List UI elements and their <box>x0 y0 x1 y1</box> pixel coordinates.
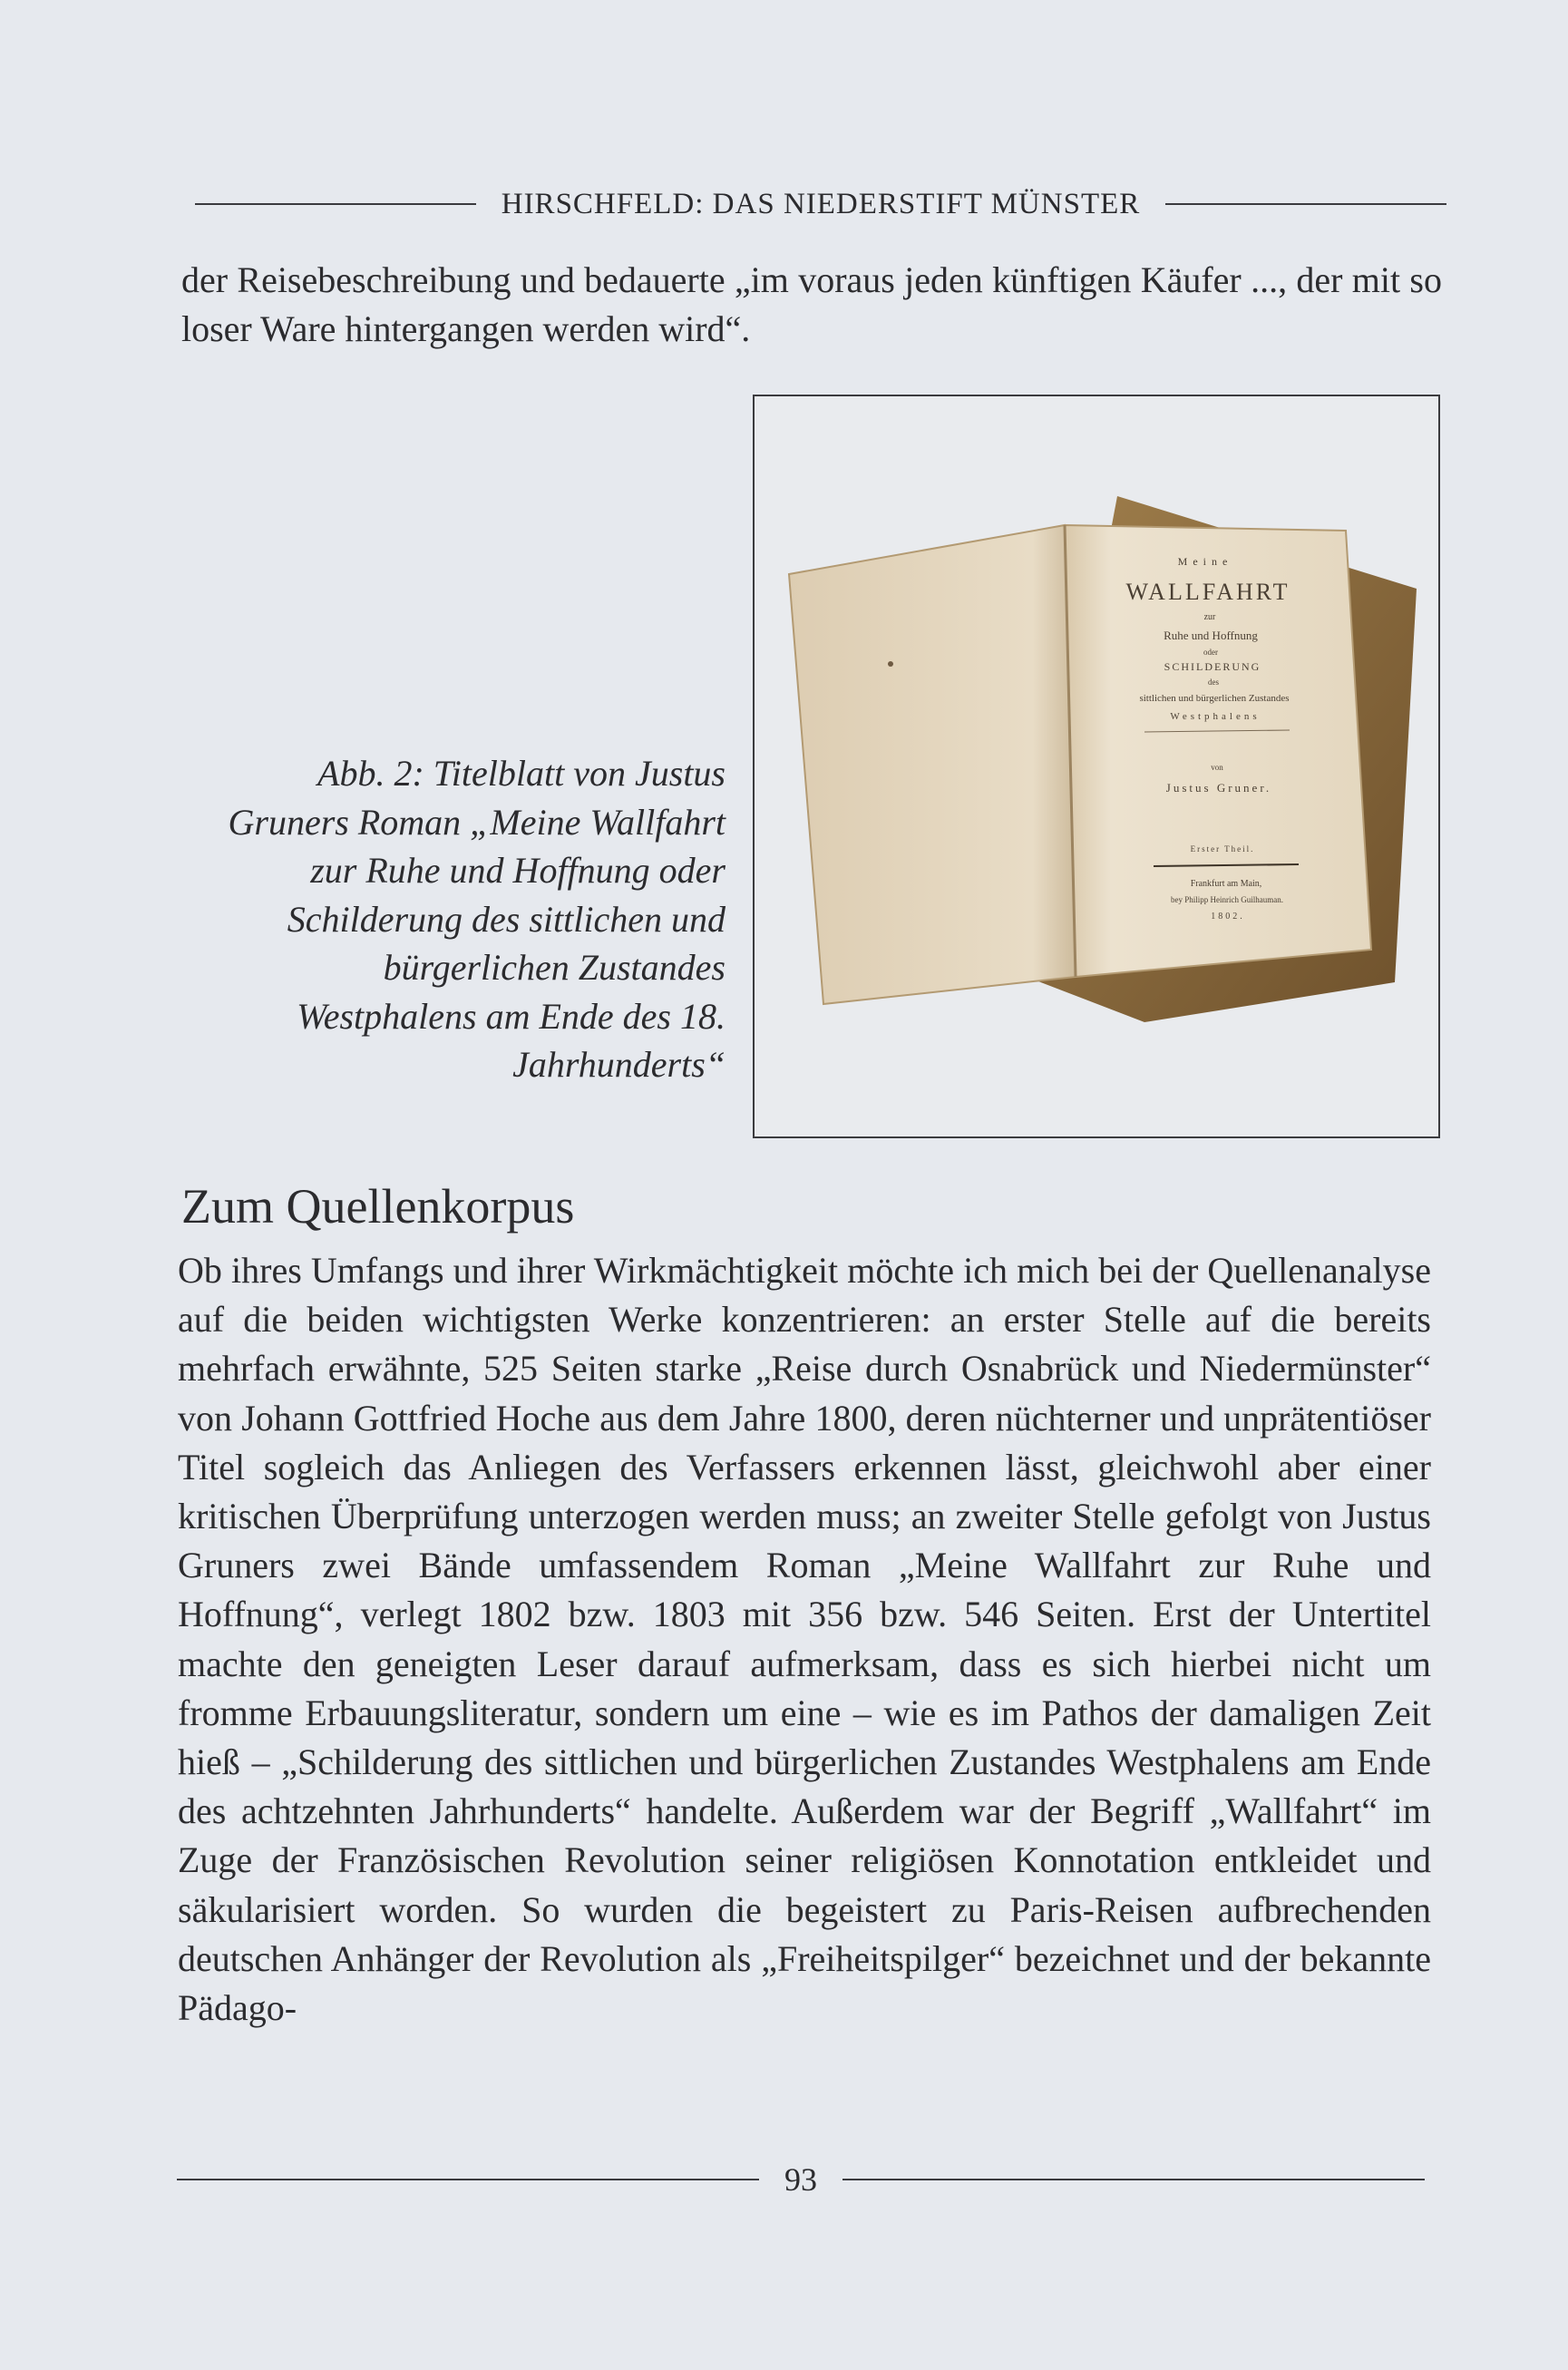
title-line-des: des <box>1208 678 1219 687</box>
running-header <box>195 181 1446 227</box>
title-line-year: 1802. <box>1211 912 1245 922</box>
title-line-author: Justus Gruner. <box>1165 781 1272 795</box>
title-line-volume: Erster Theil. <box>1190 844 1255 853</box>
page-mark <box>888 661 893 667</box>
title-line-city: Frankfurt am Main, <box>1190 879 1262 889</box>
title-line-westphalens: Westphalens <box>1170 711 1261 722</box>
header-rule-left <box>195 203 476 205</box>
figure-frame <box>753 395 1440 1138</box>
title-line-meine: Meine <box>1177 555 1233 568</box>
page-number: 93 <box>784 2161 817 2198</box>
title-line-von: von <box>1211 763 1223 772</box>
title-line-oder: oder <box>1203 648 1218 657</box>
lead-paragraph: der Reisebeschreibung und bedauerte „im voraus jeden künftigen Käufer ..., der mit so loser Ware hintergangen werden wird“. <box>181 259 1442 349</box>
title-line-publisher: bey Philipp Heinrich Guilhauman. <box>1171 895 1283 904</box>
footer-rule-left <box>177 2179 759 2180</box>
title-line-zustandes: sittlichen und bürgerlichen Zustandes <box>1139 693 1290 704</box>
header-rule-right <box>1165 203 1446 205</box>
figure-caption: Abb. 2: Titelblatt von Justus Gruners Roman „Meine Wallfahrt zur Ruhe und Hoffnung oder Schilderung des sittlichen und bürgerlichen Zustandes Westphalens am Ende des 18. Jahrhunderts“ <box>228 753 726 1085</box>
page-footer <box>177 2157 1425 2202</box>
section-heading: Zum Quellenkorpus <box>181 1179 575 1234</box>
running-title: HIRSCHFELD: DAS NIEDERSTIFT MÜNSTER <box>501 187 1141 220</box>
title-line-schilderung: SCHILDERUNG <box>1164 660 1261 673</box>
title-line-wallfahrt: WALLFAHRT <box>1125 579 1290 605</box>
body-paragraph: Ob ihres Umfangs und ihrer Wirkmächtigkeit möchte ich mich bei der Quellenanalyse auf die beiden wichtigsten Werke konzentrieren: an erster Stelle auf die bereits mehrfach erwähnte, 525 Seiten starke „Reise durch Osnabrück und Niedermünster“ von Johann Gottfried Hoche aus dem Jahre 1800, deren nüchterner und unprätentiöser Titel sogleich das Anliegen des Verfassers erkennen lässt, gleichwohl aber einer kritischen Überprüfung unterzogen werden muss; an zweiter Stelle gefolgt von Justus Gruners zwei Bände umfassendem Roman „Meine Wallfahrt zur Ruhe und Hoffnung“, verlegt 1802 bzw. 1803 mit 356 bzw. 546 Seiten. Erst der Untertitel machte den geneigten Leser darauf aufmerksam, dass es sich hierbei nicht um fromme Erbauungsliteratur, sondern um eine – wie es im Pathos der damaligen Zeit hieß – „Schilderung des sittlichen und bürgerlichen Zustandes Westphalens am Ende des achtzehnten Jahrhunderts“ handelte. Außerdem war der Begriff „Wallfahrt“ im Zuge der Französischen Revolution seiner religiösen Konnotation entkleidet und säkularisiert worden. So wurden die begeistert zu Paris-Reisen aufbrechenden deutschen Anhänger der Revolution als „Freiheitspilger“ bezeichnet und der bekannte Pädago- <box>178 1250 1431 2029</box>
title-line-zur: zur <box>1203 612 1216 622</box>
book-photograph <box>755 396 1438 1136</box>
footer-rule-right <box>842 2179 1425 2180</box>
book-left-page <box>789 525 1076 1004</box>
title-line-ruhe: Ruhe und Hoffnung <box>1164 629 1258 642</box>
